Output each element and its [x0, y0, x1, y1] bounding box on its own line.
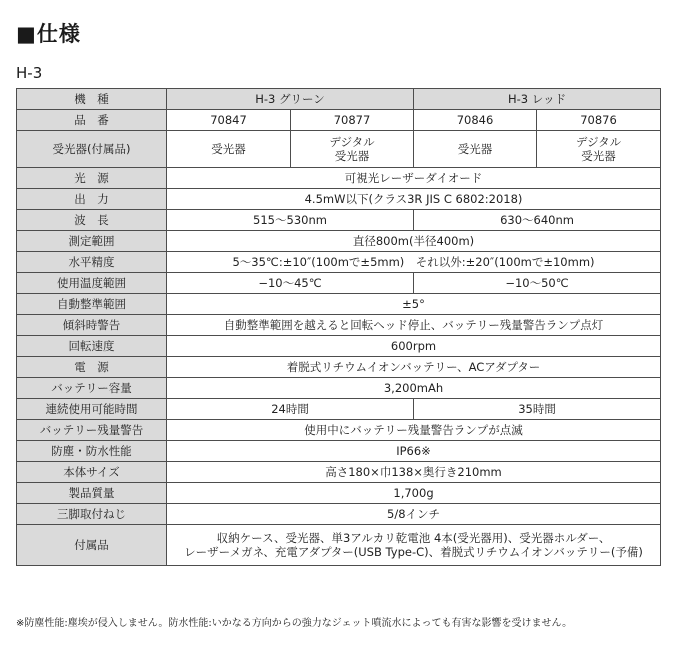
receiver-line: デジタル: [329, 135, 375, 149]
part-number-cell: 70877: [291, 110, 414, 131]
table-row-model: [17, 89, 661, 110]
part-number-cell: 70846: [414, 110, 537, 131]
power-value: 着脱式リチウムイオンバッテリー、ACアダプター: [167, 357, 661, 378]
table-row-wavelength: [17, 210, 661, 231]
receiver-cell-digital: [537, 131, 661, 168]
table-row-output: [17, 189, 661, 210]
table-row-battery-warning: [17, 420, 661, 441]
spec-table: [16, 88, 661, 566]
part-number-cell: 70876: [537, 110, 661, 131]
table-row-receiver: [17, 131, 661, 168]
table-row-self-leveling: [17, 294, 661, 315]
accessories-value: [167, 525, 661, 566]
receiver-line: デジタル: [575, 135, 622, 149]
row-label-model: 機 種: [17, 89, 167, 110]
row-label-receiver: 受光器(付属品): [17, 131, 167, 168]
page-heading: ■仕様: [16, 22, 81, 46]
table-row-body-size: [17, 462, 661, 483]
table-row-battery-capacity: [17, 378, 661, 399]
row-label-self-leveling: 自動整準範囲: [17, 294, 167, 315]
row-label-output: 出 力: [17, 189, 167, 210]
tilt-warning-value: 自動整準範囲を越えると回転ヘッド停止、バッテリー残量警告ランプ点灯: [167, 315, 661, 336]
table-row-horizontal-accuracy: [17, 252, 661, 273]
row-label-battery-capacity: バッテリー容量: [17, 378, 167, 399]
wavelength-green: 515～530nm: [167, 210, 414, 231]
row-label-accessories: 付属品: [17, 525, 167, 566]
row-label-rotation-speed: 回転速度: [17, 336, 167, 357]
rotation-speed-value: 600rpm: [167, 336, 661, 357]
horizontal-accuracy-value: 5～35℃:±10″(100mで±5mm) それ以外:±20″(100mで±10mm): [167, 252, 661, 273]
table-row-protection: [17, 441, 661, 462]
row-label-tripod-screw: 三脚取付ねじ: [17, 504, 167, 525]
measuring-range-value: 直径800m(半径400m): [167, 231, 661, 252]
row-label-weight: 製品質量: [17, 483, 167, 504]
self-leveling-value: ±5°: [167, 294, 661, 315]
output-value: 4.5mW以下(クラス3R JIS C 6802:2018): [167, 189, 661, 210]
receiver-cell: 受光器: [414, 131, 537, 168]
light-source-value: 可視光レーザーダイオード: [167, 168, 661, 189]
row-label-continuous-use: 連続使用可能時間: [17, 399, 167, 420]
table-row-tilt-warning: [17, 315, 661, 336]
row-label-battery-warning: バッテリー残量警告: [17, 420, 167, 441]
receiver-cell-digital: [291, 131, 414, 168]
row-label-part-number: 品 番: [17, 110, 167, 131]
row-label-protection: 防塵・防水性能: [17, 441, 167, 462]
row-label-light-source: 光 源: [17, 168, 167, 189]
accessories-line: 収納ケース、受光器、単3アルカリ乾電池 4本(受光器用)、受光器ホルダー、: [216, 531, 611, 545]
row-label-operating-temp: 使用温度範囲: [17, 273, 167, 294]
footnote: ※防塵性能:塵埃が侵入しません。防水性能:いかなる方向からの強力なジェット噴流水によっても有害な影響を受けません。: [16, 618, 573, 629]
row-label-body-size: 本体サイズ: [17, 462, 167, 483]
continuous-use-red: 35時間: [414, 399, 661, 420]
table-row-part-number: [17, 110, 661, 131]
table-row-accessories: [17, 525, 661, 566]
table-row-tripod-screw: [17, 504, 661, 525]
protection-value: IP66※: [167, 441, 661, 462]
tripod-screw-value: 5/8インチ: [167, 504, 661, 525]
receiver-cell: 受光器: [167, 131, 291, 168]
battery-warning-value: 使用中にバッテリー残量警告ランプが点滅: [167, 420, 661, 441]
table-row-power: [17, 357, 661, 378]
continuous-use-green: 24時間: [167, 399, 414, 420]
weight-value: 1,700g: [167, 483, 661, 504]
part-number-cell: 70847: [167, 110, 291, 131]
body-size-value: 高さ180×巾138×奥行き210mm: [167, 462, 661, 483]
row-label-measuring-range: 測定範囲: [17, 231, 167, 252]
table-row-light-source: [17, 168, 661, 189]
battery-capacity-value: 3,200mAh: [167, 378, 661, 399]
row-label-power: 電 源: [17, 357, 167, 378]
row-label-wavelength: 波 長: [17, 210, 167, 231]
header-h3-green: H-3 グリーン: [167, 89, 414, 110]
receiver-line: 受光器: [581, 149, 616, 163]
table-row-weight: [17, 483, 661, 504]
table-row-continuous-use: [17, 399, 661, 420]
row-label-tilt-warning: 傾斜時警告: [17, 315, 167, 336]
row-label-horizontal-accuracy: 水平精度: [17, 252, 167, 273]
model-heading: H-3: [16, 64, 43, 82]
wavelength-red: 630～640nm: [414, 210, 661, 231]
operating-temp-green: −10～45℃: [167, 273, 414, 294]
operating-temp-red: −10～50℃: [414, 273, 661, 294]
table-row-operating-temp: [17, 273, 661, 294]
table-row-measuring-range: [17, 231, 661, 252]
receiver-line: 受光器: [334, 149, 370, 163]
accessories-line: レーザーメガネ、充電アダプター(USB Type-C)、着脱式リチウムイオンバッテリー(予備): [184, 545, 643, 559]
table-row-rotation-speed: [17, 336, 661, 357]
header-h3-red: H-3 レッド: [414, 89, 661, 110]
